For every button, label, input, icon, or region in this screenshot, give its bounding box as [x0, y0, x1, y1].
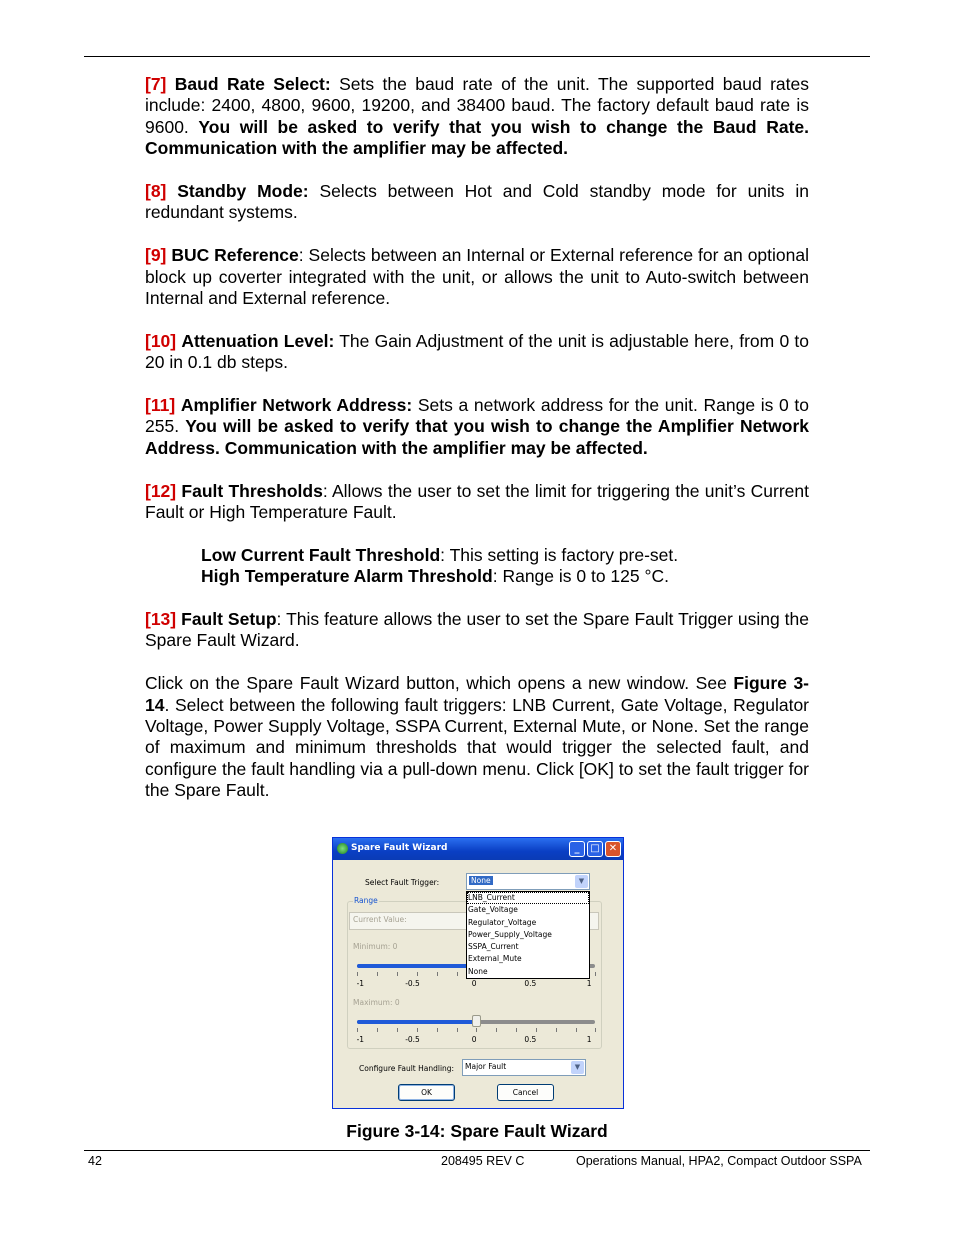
- paragraph-wizard-instructions: Click on the Spare Fault Wizard button, which opens a new window. See Figure 3-14. Select between the following fault triggers: LNB Current, Gate Voltage, Regulator Voltage, Power Supply Voltage, SSPA Current, External Mute, or None. Set the range of maximum and minimum thresholds that would trigger the selected fault, and configure the fault handling via a pull-down menu. Click [OK] to set the fault trigger for the Spare Fault.: [145, 673, 809, 801]
- slider-tick: [397, 1028, 398, 1032]
- minimum-slider-fill: [357, 964, 476, 968]
- scale-label: 0: [471, 979, 477, 988]
- slider-tick: [397, 972, 398, 976]
- minimize-button[interactable]: _: [569, 841, 585, 857]
- select-fault-trigger-label: Select Fault Trigger:: [365, 878, 440, 887]
- maximum-slider-fill: [357, 1020, 476, 1024]
- chevron-down-icon[interactable]: ▼: [571, 1061, 584, 1074]
- slider-tick: [357, 1028, 358, 1032]
- dropdown-option[interactable]: None: [468, 966, 488, 976]
- slider-tick: [536, 1028, 537, 1032]
- slider-tick: [516, 1028, 517, 1032]
- spare-fault-wizard-dialog: [332, 837, 624, 1109]
- minimum-label: Minimum: 0: [353, 942, 398, 951]
- chevron-down-icon[interactable]: ▼: [575, 875, 588, 888]
- page-number: 42: [88, 1154, 102, 1168]
- dropdown-option[interactable]: LNB_Current: [467, 892, 589, 904]
- low-current-threshold: Low Current Fault Threshold: This setting is factory pre-set.: [201, 544, 679, 565]
- scale-label: -0.5: [405, 979, 420, 988]
- slider-tick: [476, 1028, 477, 1032]
- scale-label: -1: [356, 1035, 365, 1044]
- footer-rule: [84, 1150, 870, 1151]
- document-number: 208495 REV C: [441, 1154, 525, 1168]
- header-rule: [84, 56, 870, 57]
- slider-tick: [457, 1028, 458, 1032]
- slider-tick: [496, 1028, 497, 1032]
- slider-tick: [556, 1028, 557, 1032]
- title-bar[interactable]: [333, 838, 623, 860]
- dropdown-option[interactable]: External_Mute: [468, 954, 522, 964]
- scale-label: 0.5: [524, 979, 537, 988]
- slider-tick: [437, 972, 438, 976]
- scale-label: 0: [471, 1035, 477, 1044]
- maximum-slider-thumb[interactable]: [472, 1015, 481, 1027]
- slider-tick: [457, 972, 458, 976]
- dialog-title: Spare Fault Wizard: [351, 843, 448, 853]
- dropdown-option[interactable]: Regulator_Voltage: [468, 917, 537, 927]
- slider-tick: [417, 972, 418, 976]
- fault-trigger-value: None: [471, 876, 491, 885]
- app-icon: [337, 843, 348, 854]
- body-text: [145, 74, 809, 823]
- cancel-button[interactable]: Cancel: [497, 1084, 554, 1101]
- slider-tick: [595, 972, 596, 976]
- slider-tick: [377, 972, 378, 976]
- paragraph-fault-setup: [13] Fault Setup: This feature allows the user to set the Spare Fault Trigger using the Spare Fault Wizard.: [145, 609, 809, 651]
- threshold-list: [145, 545, 809, 588]
- slider-tick: [377, 1028, 378, 1032]
- document-title: Operations Manual, HPA2, Compact Outdoor SSPA: [576, 1154, 862, 1168]
- paragraph-buc-reference: [9] BUC Reference: Selects between an Internal or External reference for an optional block up coverter integrated with the unit, or allows the unit to Auto-switch between Internal and External reference.: [145, 245, 809, 309]
- dropdown-option[interactable]: Power_Supply_Voltage: [468, 929, 552, 939]
- fault-handling-value: Major Fault: [465, 1062, 507, 1071]
- scale-label: -1: [356, 979, 365, 988]
- current-value-label: Current Value:: [353, 915, 407, 924]
- scale-label: -0.5: [405, 1035, 420, 1044]
- paragraph-fault-thresholds: [12] Fault Thresholds: Allows the user to set the limit for triggering the unit’s Current Fault or High Temperature Fault.: [145, 480, 809, 523]
- fault-trigger-dropdown: [466, 891, 590, 979]
- fault-handling-select[interactable]: [462, 1059, 586, 1076]
- slider-tick: [437, 1028, 438, 1032]
- slider-tick: [357, 972, 358, 976]
- configure-fault-handling-label: Configure Fault Handling:: [359, 1064, 455, 1073]
- paragraph-network-address: [11] Amplifier Network Address: Sets a network address for the unit. Range is 0 to 255. You will be asked to verify that you wish to change the Amplifier Network Address. Communication with the amplifier may be affected.: [145, 395, 809, 458]
- paragraph-attenuation: [10] Attenuation Level: The Gain Adjustment of the unit is adjustable here, from 0 to 20 in 0.1 db steps.: [145, 330, 809, 373]
- paragraph-baud-rate: [7] Baud Rate Select: Sets the baud rate of the unit. The supported baud rates include: 2400, 4800, 9600, 19200, and 38400 baud. The factory default baud rate is 9600. You will be asked to verify that you wish to change the Baud Rate. Communication with the amplifier may be affected.: [145, 74, 809, 159]
- scale-label: 1: [586, 1035, 592, 1044]
- maximum-label: Maximum: 0: [353, 998, 400, 1007]
- high-temp-threshold: High Temperature Alarm Threshold: Range is 0 to 125 °C.: [201, 566, 669, 587]
- paragraph-standby-mode: [8] Standby Mode: Selects between Hot and Cold standby mode for units in redundant systems.: [145, 181, 809, 223]
- range-label: Range: [354, 896, 378, 905]
- scale-label: 1: [586, 979, 592, 988]
- slider-tick: [417, 1028, 418, 1032]
- ok-button[interactable]: OK: [398, 1084, 455, 1101]
- maximize-button[interactable]: □: [587, 841, 603, 857]
- dropdown-option[interactable]: SSPA_Current: [468, 942, 519, 952]
- slider-tick: [576, 1028, 577, 1032]
- slider-tick: [595, 1028, 596, 1032]
- scale-label: 0.5: [524, 1035, 537, 1044]
- fault-trigger-select[interactable]: [466, 873, 590, 890]
- dropdown-option[interactable]: Gate_Voltage: [468, 905, 518, 915]
- figure-caption: Figure 3-14: Spare Fault Wizard: [346, 1121, 608, 1141]
- close-button[interactable]: ✕: [605, 841, 621, 857]
